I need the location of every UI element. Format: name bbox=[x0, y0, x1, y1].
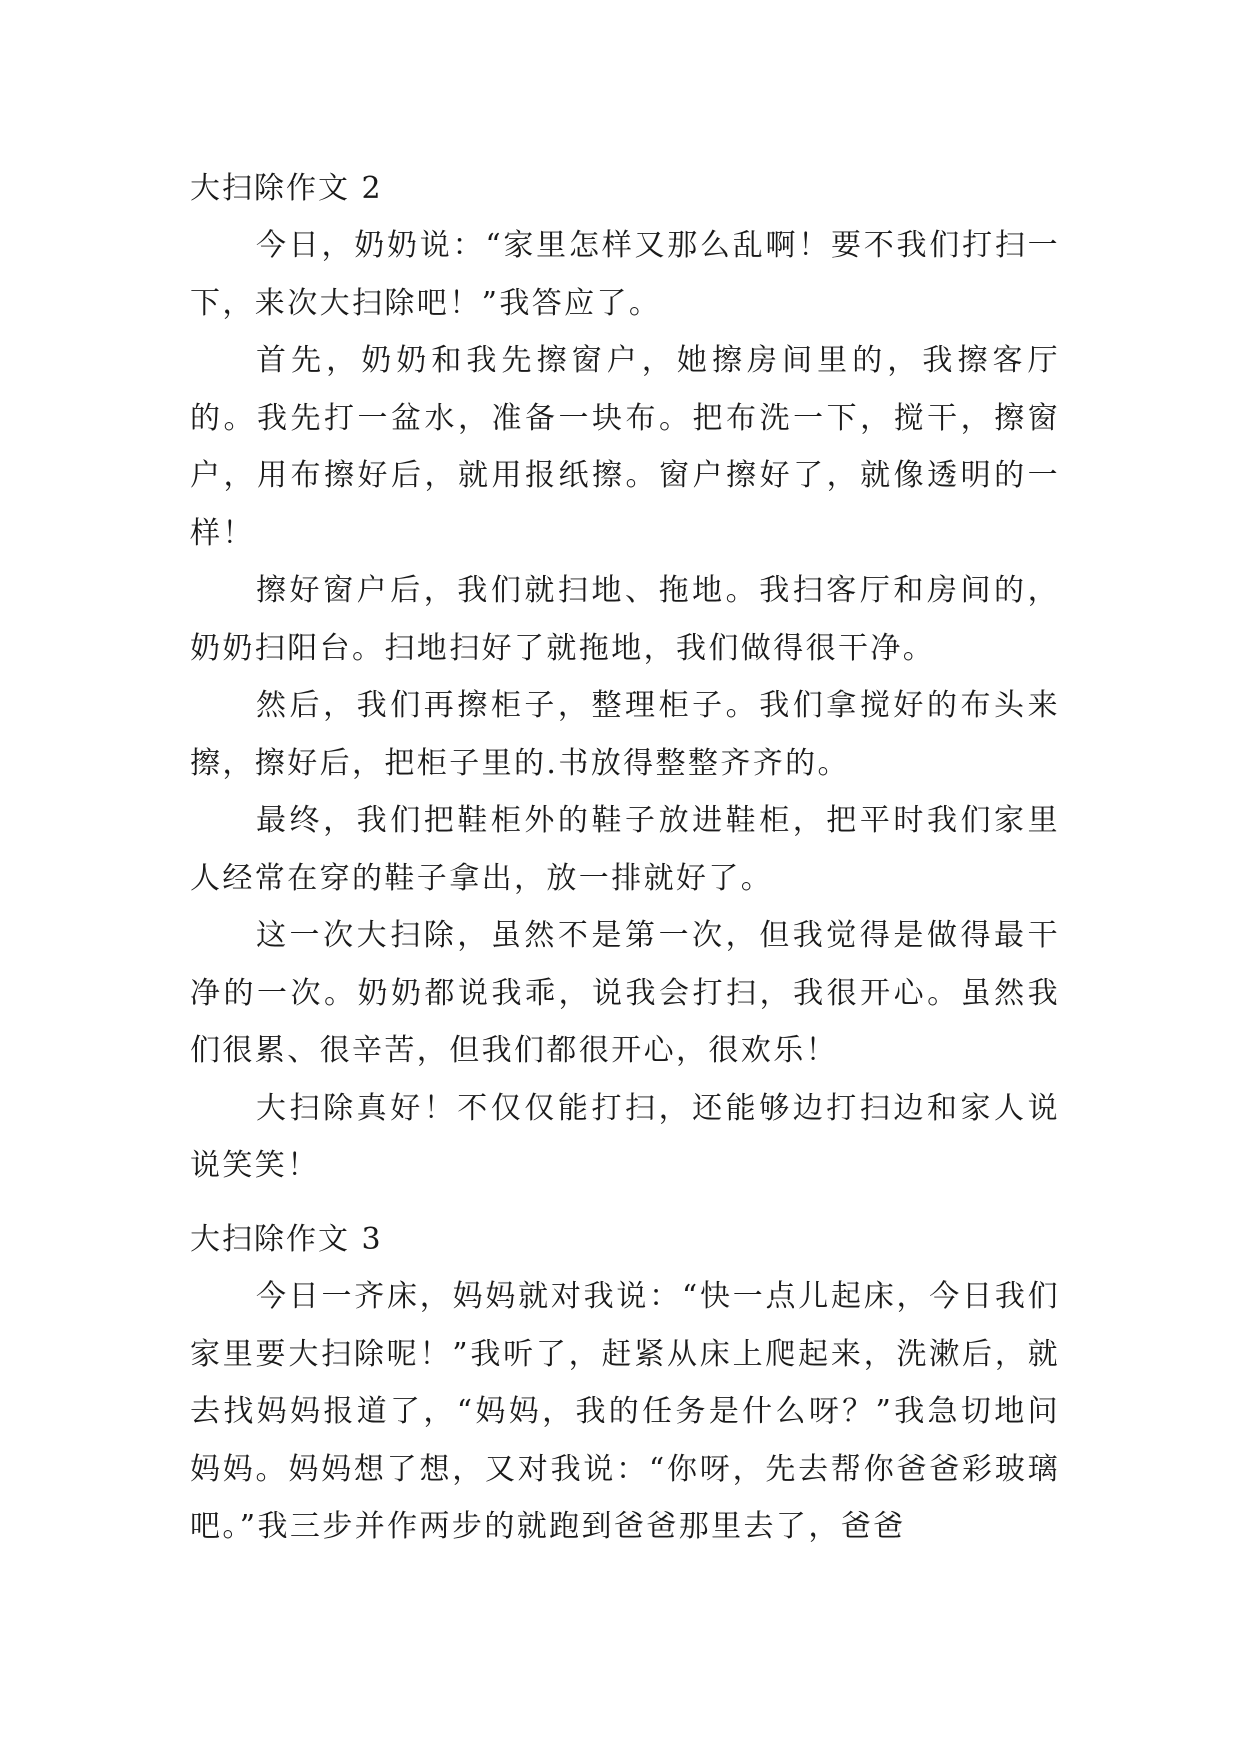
essay-2-paragraph-3: 擦好窗户后，我们就扫地、拖地。我扫客厅和房间的，奶奶扫阳台。扫地扫好了就拖地，我们做得很干净。 bbox=[190, 573, 1060, 666]
essay-2-paragraph-5: 最终，我们把鞋柜外的鞋子放进鞋柜，把平时我们家里人经常在穿的鞋子拿出，放一排就好了。 bbox=[190, 803, 1060, 896]
essay-3-paragraph-1: 今日一齐床，妈妈就对我说：“快一点儿起床，今日我们家里要大扫除呢！”我听了，赶紧从床上爬起来，洗漱后，就去找妈妈报道了，“妈妈，我的任务是什么呀？”我急切地问妈妈。妈妈想了想，又对我说：“你呀，先去帮你爸爸彩玻璃吧。”我三步并作两步的就跑到爸爸那里去了，爸爸 bbox=[190, 1279, 1060, 1544]
essay-2-paragraph-6: 这一次大扫除，虽然不是第一次，但我觉得是做得最干净的一次。奶奶都说我乖，说我会打扫，我很开心。虽然我们很累、很辛苦，但我们都很开心，很欢乐！ bbox=[190, 918, 1060, 1068]
essay-3 bbox=[190, 1211, 1060, 1556]
essay-2-paragraph-2: 首先，奶奶和我先擦窗户，她擦房间里的，我擦客厅的。我先打一盆水，准备一块布。把布洗一下，搅干，擦窗户，用布擦好后，就用报纸擦。窗户擦好了，就像透明的一样！ bbox=[190, 343, 1060, 551]
essay-2-paragraph-7: 大扫除真好！不仅仅能打扫，还能够边打扫边和家人说说笑笑！ bbox=[190, 1090, 1060, 1183]
essay-2 bbox=[190, 160, 1060, 1195]
essay-2-title: 大扫除作文 2 bbox=[190, 171, 383, 206]
essay-3-title: 大扫除作文 3 bbox=[190, 1222, 383, 1257]
essay-2-paragraph-1: 今日，奶奶说：“家里怎样又那么乱啊！要不我们打扫一下，来次大扫除吧！”我答应了。 bbox=[190, 228, 1060, 321]
essay-2-paragraph-4: 然后，我们再擦柜子，整理柜子。我们拿搅好的布头来擦，擦好后，把柜子里的.书放得整整齐齐的。 bbox=[190, 688, 1060, 781]
